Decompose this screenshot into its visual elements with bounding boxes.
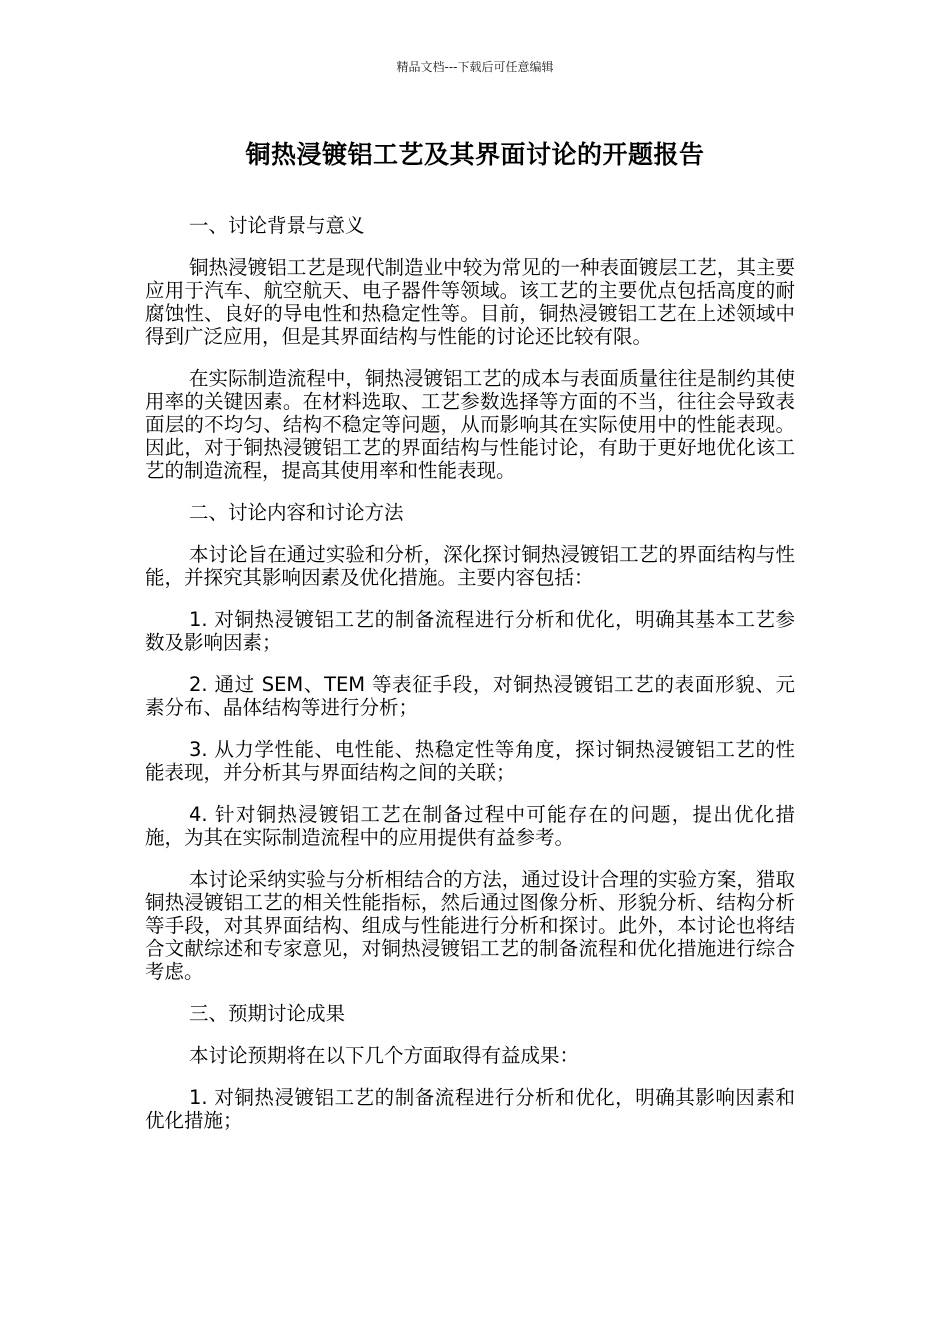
list-item: 1. 对铜热浸镀铝工艺的制备流程进行分析和优化，明确其影响因素和优化措施； <box>145 1086 795 1132</box>
section-heading: 二、讨论内容和讨论方法 <box>189 501 404 524</box>
list-item: 1. 对铜热浸镀铝工艺的制备流程进行分析和优化，明确其基本工艺参数及影响因素； <box>145 608 795 654</box>
section-heading: 三、预期讨论成果 <box>189 1002 346 1025</box>
list-item: 2. 通过 SEM、TEM 等表征手段，对铜热浸镀铝工艺的表面形貌、元素分布、晶体结构等进行分析； <box>145 673 795 719</box>
paragraph: 本讨论预期将在以下几个方面取得有益成果： <box>189 1044 580 1067</box>
list-item: 4. 针对铜热浸镀铝工艺在制备过程中可能存在的问题，提出优化措施，为其在实际制造流程中的应用提供有益参考。 <box>145 803 795 849</box>
document-body <box>145 214 795 1151</box>
paragraph: 本讨论采纳实验与分析相结合的方法，通过设计合理的实验方案，猎取铜热浸镀铝工艺的相关性能指标，然后通过图像分析、形貌分析、结构分析等手段，对其界面结构、组成与性能进行分析和探讨。此外，本讨论也将结合文献综述和专家意见，对铜热浸镀铝工艺的制备流程和优化措施进行综合考虑。 <box>145 868 795 983</box>
paragraph: 本讨论旨在通过实验和分析，深化探讨铜热浸镀铝工艺的界面结构与性能，并探究其影响因素及优化措施。主要内容包括： <box>145 543 795 589</box>
paragraph: 铜热浸镀铝工艺是现代制造业中较为常见的一种表面镀层工艺，其主要应用于汽车、航空航天、电子器件等领域。该工艺的主要优点包括高度的耐腐蚀性、良好的导电性和热稳定性等。目前，铜热浸镀铝工艺在上述领域中得到广泛应用，但是其界面结构与性能的讨论还比较有限。 <box>145 256 795 348</box>
section-heading: 一、讨论背景与意义 <box>189 214 365 237</box>
header-note: 精品文档---下载后可任意编辑 <box>396 60 554 74</box>
document-title: 铜热浸镀铝工艺及其界面讨论的开题报告 <box>245 140 705 169</box>
list-item: 3. 从力学性能、电性能、热稳定性等角度，探讨铜热浸镀铝工艺的性能表现，并分析其与界面结构之间的关联； <box>145 738 795 784</box>
paragraph: 在实际制造流程中，铜热浸镀铝工艺的成本与表面质量往往是制约其使用率的关键因素。在材料选取、工艺参数选择等方面的不当，往往会导致表面层的不均匀、结构不稳定等问题，从而影响其在实际使用中的性能表现。因此，对于铜热浸镀铝工艺的界面结构与性能讨论，有助于更好地优化该工艺的制造流程，提高其使用率和性能表现。 <box>145 367 795 482</box>
